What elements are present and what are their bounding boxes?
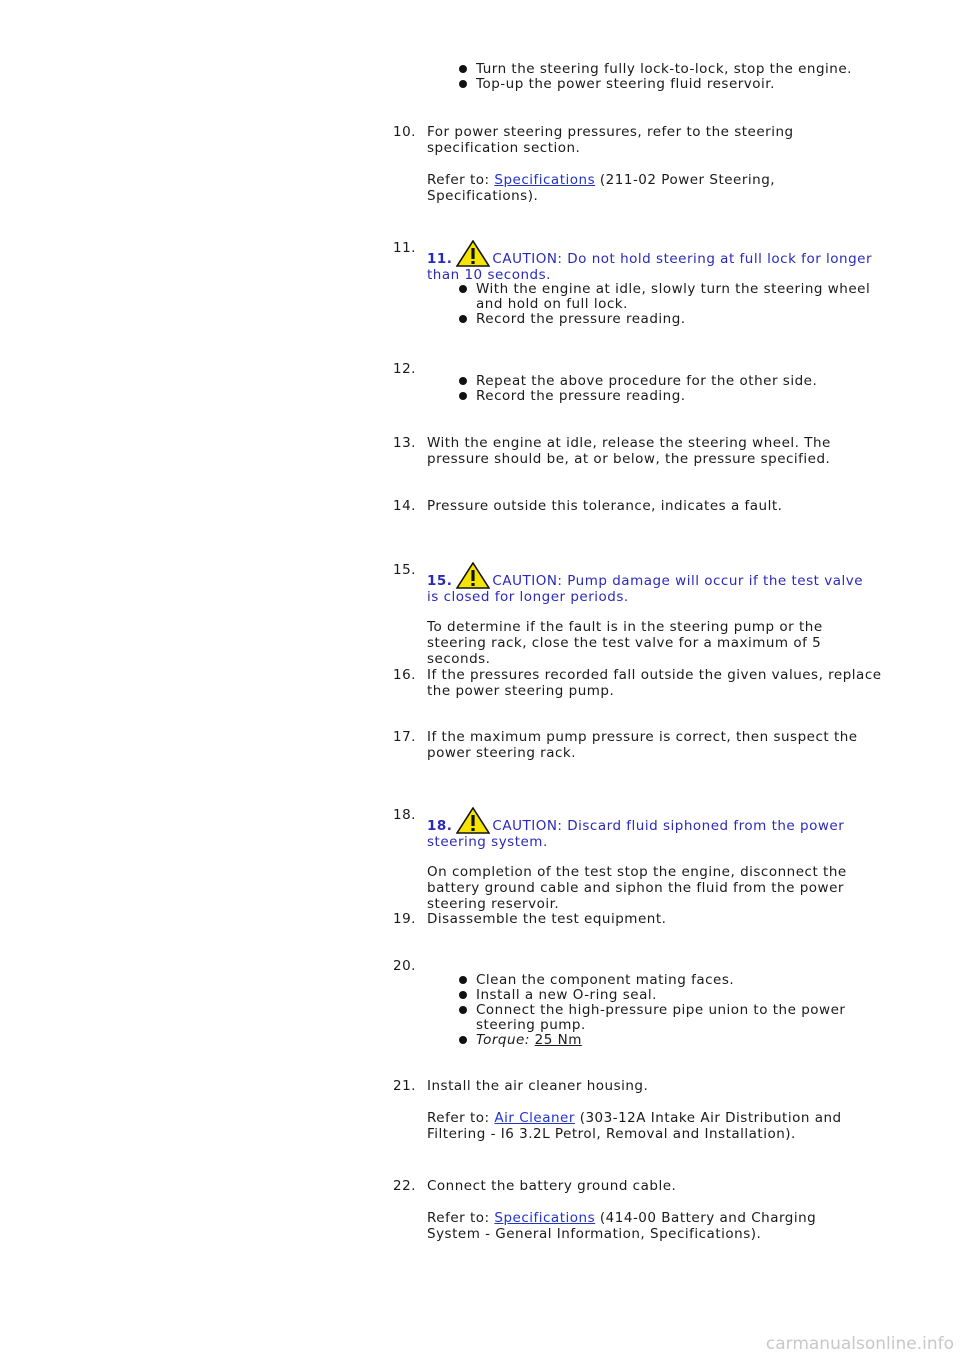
step-body (427, 1178, 867, 1242)
bullet-dot-icon (459, 80, 467, 88)
bullet-dot-icon (459, 1036, 467, 1044)
refer-to: Refer to: Specifications (211-02 Power Steering, Specifications). (427, 172, 776, 204)
step-number: 20. (393, 958, 416, 974)
step-text: Connect the battery ground cable. (427, 1178, 677, 1194)
step-text: With the engine at idle, release the steering wheel. The pressure should be, at or below, the pressure specified. (427, 435, 831, 467)
step-body (427, 911, 887, 927)
list-item: Top-up the power steering fluid reservoir. (459, 77, 889, 92)
list-item: Turn the steering fully lock-to-lock, stop the engine. (459, 62, 889, 77)
bullet-dot-icon (459, 1006, 467, 1014)
torque-value: 25 Nm (534, 1032, 582, 1048)
air-cleaner-link[interactable]: Air Cleaner (494, 1110, 575, 1126)
specifications-link[interactable]: Specifications (494, 1210, 596, 1226)
step-body (427, 240, 882, 283)
refer-to: Refer to: Specifications (414-00 Battery and Charging System - General Information, Specifications). (427, 1210, 817, 1242)
step-number: 17. (393, 729, 416, 745)
warning-triangle-icon (456, 562, 490, 589)
warning-triangle-icon (456, 240, 490, 267)
step-body (427, 124, 887, 204)
step-body (427, 562, 867, 667)
step-body (427, 435, 882, 467)
list-item: Clean the component mating faces. (459, 973, 889, 988)
bullet-dot-icon (459, 285, 467, 293)
step-number: 15. (393, 562, 416, 578)
step-number: 14. (393, 498, 416, 514)
list-item: Repeat the above procedure for the other side. (459, 374, 889, 389)
caution-note: 11. CAUTION: Do not hold steering at full lock for longer than 10 seconds. (427, 240, 882, 283)
torque-label: Torque: (476, 1032, 530, 1048)
step-11-bullets (459, 282, 889, 327)
refer-to: Refer to: Air Cleaner (303-12A Intake Air Distribution and Filtering - I6 3.2L Petrol, Removal and Installation). (427, 1110, 842, 1142)
step-number: 18. (393, 807, 416, 823)
step-number: 22. (393, 1178, 416, 1194)
step-number: 21. (393, 1078, 416, 1094)
step-number: 12. (393, 361, 416, 377)
list-item: Record the pressure reading. (459, 312, 889, 327)
step-20-bullets (459, 973, 889, 1048)
step-text: For power steering pressures, refer to the steering specification section. (427, 124, 794, 156)
step-body (427, 1078, 887, 1142)
caution-note: 15. CAUTION: Pump damage will occur if the test valve is closed for longer periods. (427, 562, 867, 605)
warning-triangle-icon (456, 807, 490, 834)
caution-note: 18. CAUTION: Discard fluid siphoned from the power steering system. (427, 807, 887, 850)
step-body (427, 729, 882, 761)
list-item: Connect the high-pressure pipe union to the power steering pump. (459, 1003, 889, 1033)
list-item: With the engine at idle, slowly turn the steering wheel and hold on full lock. (459, 282, 889, 312)
step-number: 11. (393, 240, 416, 256)
step-body (427, 807, 887, 912)
torque-item (459, 1033, 889, 1048)
step-number: 16. (393, 667, 416, 683)
list-item: Install a new O-ring seal. (459, 988, 889, 1003)
step-text: Pressure outside this tolerance, indicates a fault. (427, 498, 783, 514)
step-number: 10. (393, 124, 416, 140)
step-text: If the maximum pump pressure is correct, then suspect the power steering rack. (427, 729, 858, 761)
bullet-dot-icon (459, 315, 467, 323)
step-body (427, 498, 887, 514)
bullet-dot-icon (459, 976, 467, 984)
step-number: 13. (393, 435, 416, 451)
footer-watermark: carmanualsonline.info (765, 1334, 954, 1354)
step-number: 19. (393, 911, 416, 927)
list-item: Record the pressure reading. (459, 389, 889, 404)
step-text: Install the air cleaner housing. (427, 1078, 649, 1094)
bullet-dot-icon (459, 377, 467, 385)
step-text: On completion of the test stop the engine, disconnect the battery ground cable and siphon the fluid from the power steering reservoir. (427, 864, 847, 912)
step-text: If the pressures recorded fall outside the given values, replace the power steering pump. (427, 667, 882, 699)
top-bullet-list (459, 62, 889, 92)
bullet-dot-icon (459, 991, 467, 999)
bullet-dot-icon (459, 65, 467, 73)
step-text: To determine if the fault is in the steering pump or the steering rack, close the test valve for a maximum of 5 seconds. (427, 619, 823, 667)
step-body (427, 667, 882, 699)
specifications-link[interactable]: Specifications (494, 172, 596, 188)
bullet-dot-icon (459, 392, 467, 400)
step-text: Disassemble the test equipment. (427, 911, 667, 927)
step-12-bullets (459, 374, 889, 404)
